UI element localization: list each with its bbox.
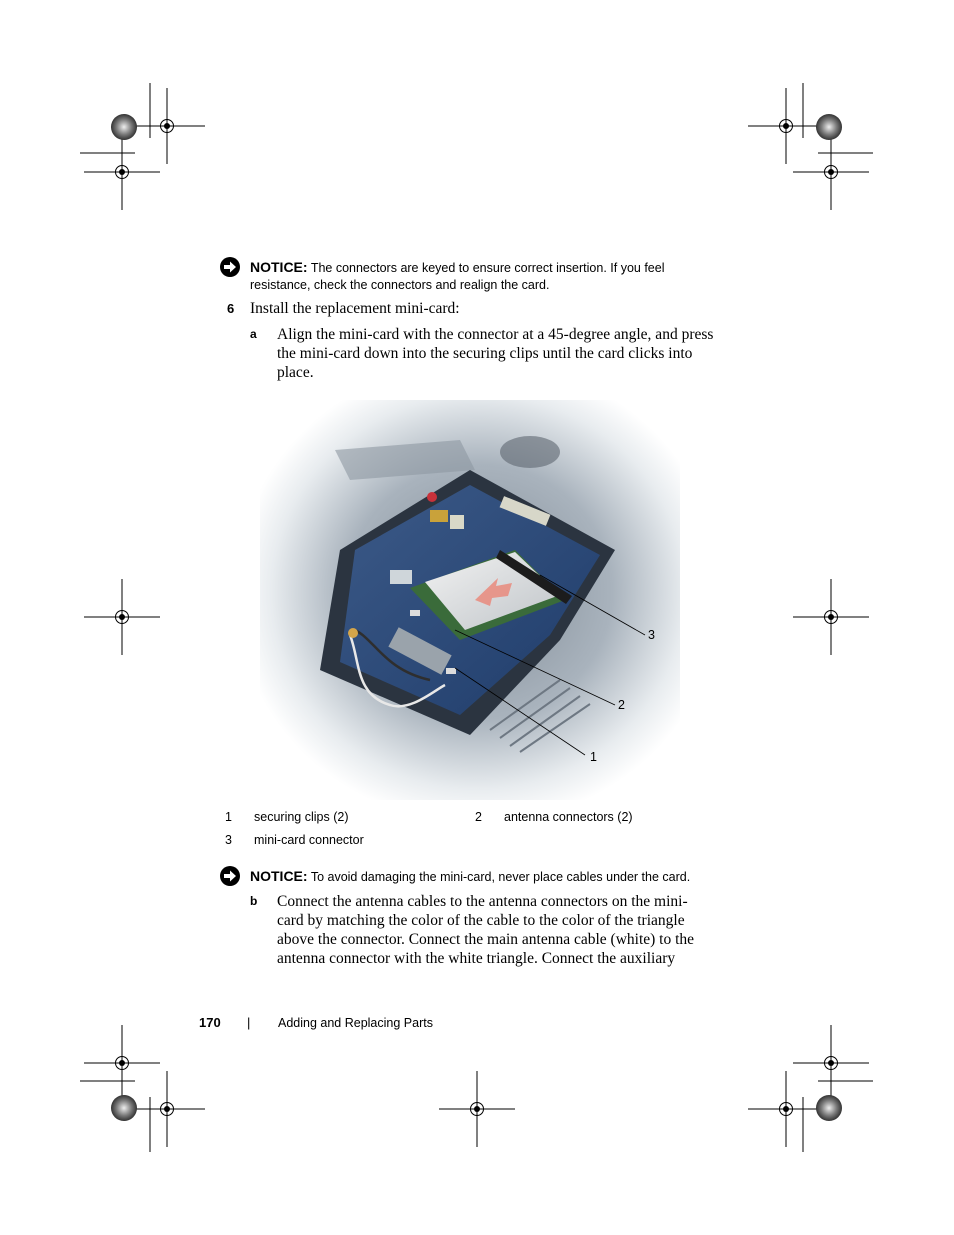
notice-2-label: NOTICE: (250, 868, 308, 884)
notice-icon (219, 256, 241, 278)
callout-2: 2 (618, 698, 625, 712)
step-6-number: 6 (227, 301, 235, 316)
substep-a-line-3: place. (277, 364, 314, 381)
callout-3: 3 (648, 628, 655, 642)
footer-section: Adding and Replacing Parts (278, 1016, 433, 1030)
substep-b-line-4: antenna connector with the white triangle. Connect the auxiliary (277, 950, 676, 967)
legend-3-label: mini-card connector (254, 833, 364, 847)
substep-a-text (277, 325, 737, 382)
substep-b-line-2: card by matching the color of the cable to the color of the triangle (277, 912, 685, 929)
substep-a-letter: a (250, 327, 257, 341)
legend-1-num: 1 (225, 810, 232, 824)
legend-1-label: securing clips (2) (254, 810, 349, 824)
legend-2-label: antenna connectors (2) (504, 810, 633, 824)
footer-separator: | (247, 1015, 251, 1030)
legend-2-num: 2 (475, 810, 482, 824)
substep-b-line-1: Connect the antenna cables to the antenna connectors on the mini- (277, 893, 688, 910)
notice-icon (219, 865, 241, 887)
substep-b-line-3: above the connector. Connect the main antenna cable (white) to the (277, 931, 695, 948)
substep-b-letter: b (250, 894, 258, 908)
notice-1-label: NOTICE: (250, 259, 308, 275)
substep-b-text (277, 892, 737, 968)
notice-1-line-1: The connectors are keyed to ensure correct insertion. If you feel (310, 261, 665, 275)
callout-1: 1 (590, 750, 597, 764)
step-6-text: Install the replacement mini-card: (250, 300, 460, 317)
notice-2-text: To avoid damaging the mini-card, never place cables under the card. (310, 870, 691, 884)
notice-1-line-2: resistance, check the connectors and realign the card. (250, 278, 550, 292)
page-number: 170 (199, 1015, 221, 1030)
notice-1 (250, 259, 730, 294)
substep-a-line-1: Align the mini-card with the connector at a 45-degree angle, and press (277, 326, 714, 343)
notice-2 (250, 868, 730, 886)
mini-card-illustration (260, 400, 680, 800)
substep-a-line-2: the mini-card down into the securing clips until the card clicks into (277, 345, 693, 362)
legend-3-num: 3 (225, 833, 232, 847)
